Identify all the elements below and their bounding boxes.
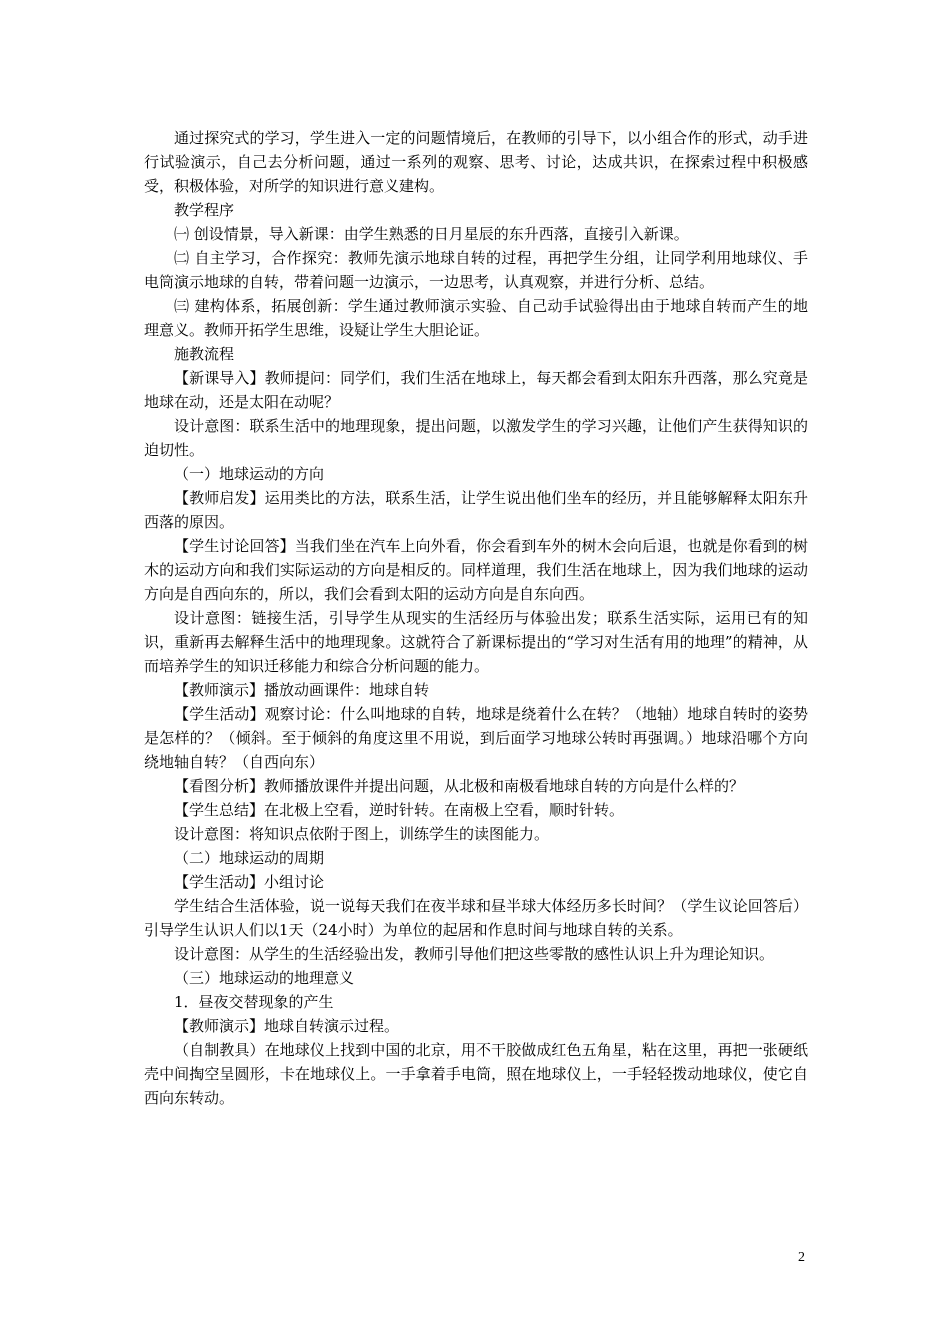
paragraph: 【教师演示】地球自转演示过程。 [174,1017,400,1035]
paragraph: 【学生总结】在北极上空看，逆时针转。在南极上空看，顺时针转。 [174,801,625,819]
section-heading: （一）地球运动的方向 [174,465,325,483]
paragraph: 【学生讨论回答】当我们坐在汽车上向外看，你会看到车外的树木会向后退，也就是你看到的树木的运动方向和我们实际运动的方向是相反的。同样道理，我们生活在地球上，因为我们地球的运动方向是自西向东的，所以，我们会看到太阳的运动方向是自东向西。 [144,537,808,603]
paragraph: 学生结合生活体验，说一说每天我们在夜半球和昼半球大体经历多长时间？（学生议论回答后）引导学生认识人们以1天（24小时）为单位的起居和作息时间与地球自转的关系。 [144,897,808,939]
subsection-heading: 1．昼夜交替现象的产生 [174,993,334,1011]
paragraph: ㈡ 自主学习，合作探究：教师先演示地球自转的过程，再把学生分组，让同学利用地球仪、手电筒演示地球的自转，带着问题一边演示，一边思考，认真观察，并进行分析、总结。 [144,249,808,291]
paragraph: 【教师启发】运用类比的方法，联系生活，让学生说出他们坐车的经历，并且能够解释太阳东升西落的原因。 [144,489,808,531]
paragraph: 通过探究式的学习，学生进入一定的问题情境后，在教师的引导下，以小组合作的形式，动手进行试验演示，自己去分析问题，通过一系列的观察、思考、讨论，达成共识，在探索过程中积极感受，积极体验，对所学的知识进行意义建构。 [144,129,808,195]
section-heading: （二）地球运动的周期 [174,849,325,867]
paragraph: 【看图分析】教师播放课件并提出问题，从北极和南极看地球自转的方向是什么样的？ [174,777,745,795]
paragraph: ㈠ 创设情景，导入新课：由学生熟悉的日月星辰的东升西落，直接引入新课。 [174,225,689,243]
document-body [144,126,808,1110]
page-number: 2 [798,1250,805,1265]
paragraph: 【新课导入】教师提问：同学们，我们生活在地球上，每天都会看到太阳东升西落，那么究竟是地球在动，还是太阳在动呢？ [144,369,808,411]
paragraph: 【学生活动】小组讨论 [174,873,325,891]
paragraph: 设计意图：从学生的生活经验出发，教师引导他们把这些零散的感性认识上升为理论知识。 [174,945,775,963]
section-heading: 施教流程 [174,345,235,363]
paragraph: 设计意图：将知识点依附于图上，训练学生的读图能力。 [174,825,550,843]
section-heading: （三）地球运动的地理意义 [174,969,355,987]
paragraph: 【学生活动】观察讨论：什么叫地球的自转，地球是绕着什么在转？（地轴）地球自转时的姿势是怎样的？（倾斜。至于倾斜的角度这里不用说，到后面学习地球公转时再强调。）地球沿哪个方向绕地轴自转？（自西向东） [144,705,808,771]
paragraph: 设计意图：联系生活中的地理现象，提出问题，以激发学生的学习兴趣，让他们产生获得知识的迫切性。 [144,417,808,459]
paragraph: （自制教具）在地球仪上找到中国的北京，用不干胶做成红色五角星，粘在这里，再把一张硬纸壳中间掏空呈圆形，卡在地球仪上。一手拿着手电筒，照在地球仪上，一手轻轻拨动地球仪，使它自西向东转动。 [144,1041,808,1107]
paragraph: ㈢ 建构体系，拓展创新：学生通过教师演示实验、自己动手试验得出由于地球自转而产生的地理意义。教师开拓学生思维，设疑让学生大胆论证。 [144,297,808,339]
paragraph: 【教师演示】播放动画课件：地球自转 [174,681,430,699]
paragraph: 设计意图：链接生活，引导学生从现实的生活经历与体验出发；联系生活实际，运用已有的知识，重新再去解释生活中的地理现象。这就符合了新课标提出的“学习对生活有用的地理”的精神，从而培养学生的知识迁移能力和综合分析问题的能力。 [144,609,808,675]
section-heading: 教学程序 [174,201,235,219]
